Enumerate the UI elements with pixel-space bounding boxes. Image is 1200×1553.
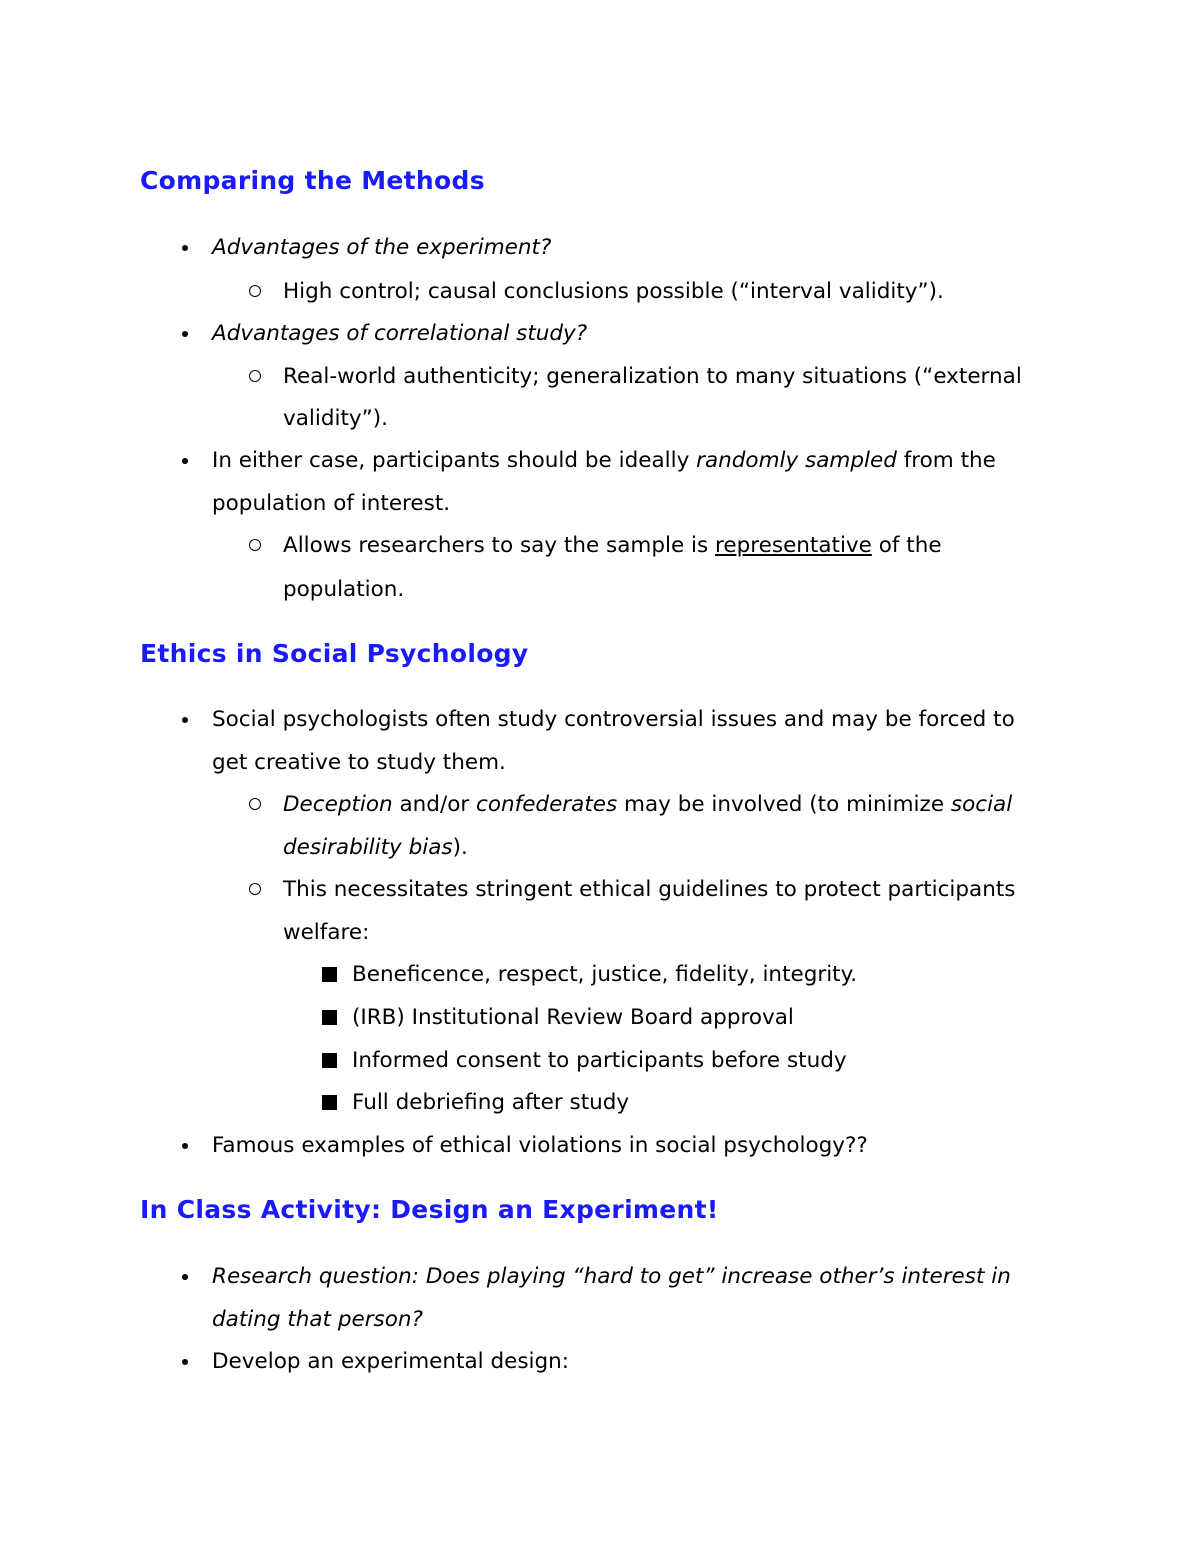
bullet-disc-icon bbox=[182, 717, 188, 723]
section-heading-class-activity: In Class Activity: Design an Experiment! bbox=[140, 1195, 719, 1224]
bullet-item: Advantages of the experiment? bbox=[212, 226, 551, 269]
sub-bullet-continuation: welfare: bbox=[283, 920, 370, 945]
bullet-disc-icon bbox=[182, 1359, 188, 1365]
bullet-circle-icon bbox=[249, 883, 261, 895]
bullet-square-icon bbox=[322, 1053, 337, 1068]
bullet-item: In either case, participants should be ideally randomly sampled from the bbox=[212, 439, 996, 482]
bullet-item: Advantages of correlational study? bbox=[212, 312, 587, 355]
bullet-item: Famous examples of ethical violations in social psychology?? bbox=[212, 1124, 868, 1167]
section-heading-ethics: Ethics in Social Psychology bbox=[140, 639, 529, 668]
sub-bullet-item: Deception and/or confederates may be involved (to minimize social bbox=[283, 783, 1012, 826]
bullet-circle-icon bbox=[249, 285, 261, 297]
bullet-item: Social psychologists often study controversial issues and may be forced to bbox=[212, 698, 1015, 741]
sub-bullet-continuation: validity”). bbox=[283, 406, 388, 431]
bullet-disc-icon bbox=[182, 1143, 188, 1149]
bullet-disc-icon bbox=[182, 458, 188, 464]
bullet-circle-icon bbox=[249, 539, 261, 551]
bullet-square-icon bbox=[322, 1010, 337, 1025]
bullet-circle-icon bbox=[249, 370, 261, 382]
sub-sub-bullet-item: Full debriefing after study bbox=[352, 1081, 629, 1124]
bullet-disc-icon bbox=[182, 245, 188, 251]
bullet-disc-icon bbox=[182, 1274, 188, 1280]
bullet-item: Develop an experimental design: bbox=[212, 1340, 569, 1383]
sub-sub-bullet-item: Informed consent to participants before study bbox=[352, 1039, 847, 1082]
sub-bullet-item: Real-world authenticity; generalization to many situations (“external bbox=[283, 355, 1022, 398]
bullet-continuation: get creative to study them. bbox=[212, 750, 506, 775]
bullet-continuation: dating that person? bbox=[212, 1307, 423, 1332]
sub-bullet-continuation: desirability bias). bbox=[283, 835, 468, 860]
bullet-continuation: population of interest. bbox=[212, 491, 451, 516]
bullet-square-icon bbox=[322, 1095, 337, 1110]
bullet-item: Research question: Does playing “hard to get” increase other’s interest in bbox=[212, 1255, 1011, 1298]
sub-bullet-continuation: population. bbox=[283, 577, 405, 602]
sub-bullet-item: This necessitates stringent ethical guidelines to protect participants bbox=[283, 868, 1015, 911]
bullet-square-icon bbox=[322, 967, 337, 982]
sub-sub-bullet-item: Beneficence, respect, justice, fidelity, integrity. bbox=[352, 953, 857, 996]
sub-bullet-item: High control; causal conclusions possible (“interval validity”). bbox=[283, 270, 944, 313]
section-heading-comparing-methods: Comparing the Methods bbox=[140, 166, 485, 195]
bullet-circle-icon bbox=[249, 798, 261, 810]
sub-bullet-item: Allows researchers to say the sample is representative of the bbox=[283, 524, 942, 567]
sub-sub-bullet-item: (IRB) Institutional Review Board approval bbox=[352, 996, 794, 1039]
bullet-disc-icon bbox=[182, 331, 188, 337]
